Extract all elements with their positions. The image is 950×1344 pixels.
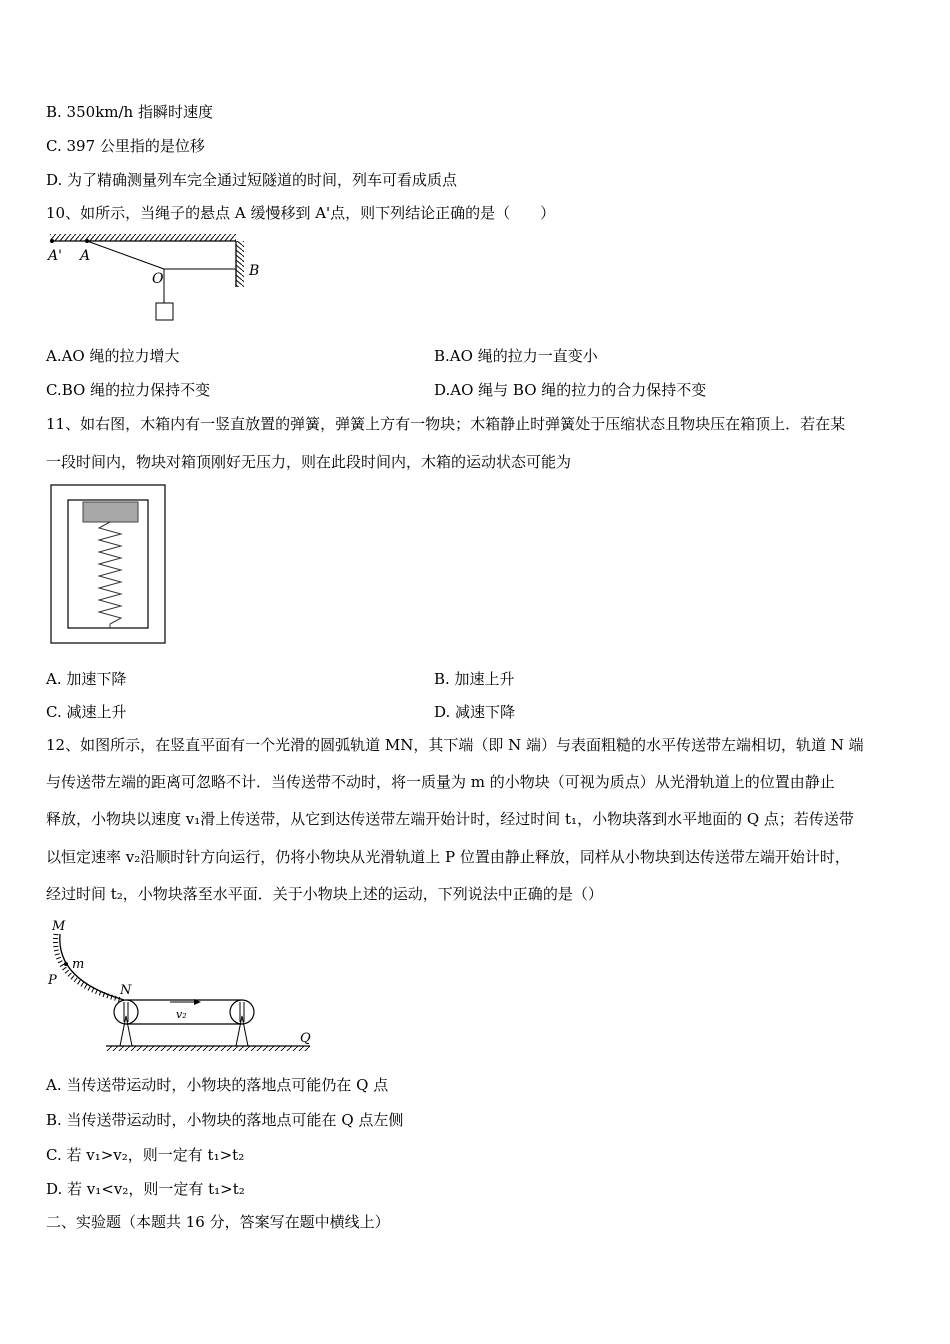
q9-option-c: C. 397 公里指的是位移 — [46, 137, 205, 155]
label-p: P — [48, 973, 57, 988]
q12-stem-line4: 以恒定速率 v₂沿顺时针方向运行，仍将小物块从光滑轨道上 P 位置由静止释放，同样从小物块到达传送带左端开始计时， — [46, 848, 850, 866]
point-a-prime — [50, 239, 54, 243]
arc-track — [60, 934, 124, 1000]
label-q: Q — [300, 1031, 311, 1046]
q12-stem-line5: 经过时间 t₂，小物块落至水平面．关于小物块上述的运动，下列说法中正确的是（） — [46, 885, 603, 903]
q12-stem-line3: 释放，小物块以速度 v₁滑上传送带，从它到达传送带左端开始计时，经过时间 t₁，小物块落到水平地面的 Q 点；若传送带 — [46, 810, 854, 828]
q10-option-a: A.AO 绳的拉力增大 — [46, 347, 180, 365]
label-m-lower: m — [72, 957, 85, 972]
q10-option-b: B.AO 绳的拉力一直变小 — [434, 347, 598, 365]
q11-option-d: D. 减速下降 — [434, 703, 516, 721]
arc-track-hatching — [56, 934, 122, 1000]
q12-option-a: A. 当传送带运动时，小物块的落地点可能仍在 Q 点 — [46, 1076, 389, 1094]
q12-option-d: D. 若 v₁<v₂，则一定有 t₁>t₂ — [46, 1180, 245, 1198]
q10-rope-figure — [44, 230, 274, 326]
label-a: A — [80, 248, 91, 264]
section2-heading: 二、实验题（本题共 16 分，答案写在题中横线上） — [46, 1213, 390, 1231]
label-v2: v₂ — [176, 1008, 187, 1021]
q9-option-b: B. 350km/h 指瞬时速度 — [46, 103, 213, 121]
q12-option-b: B. 当传送带运动时，小物块的落地点可能在 Q 点左侧 — [46, 1111, 404, 1129]
right-pulley — [230, 1000, 254, 1024]
left-pulley — [114, 1000, 138, 1024]
q10-option-c: C.BO 绳的拉力保持不变 — [46, 381, 211, 399]
q12-track-conveyor-figure — [44, 916, 334, 1056]
label-b: B — [249, 263, 260, 279]
ground-hatch — [106, 1046, 310, 1051]
hanging-weight — [156, 303, 173, 320]
label-a-prime: A' — [48, 248, 62, 264]
q11-stem-line2: 一段时间内，物块对箱顶刚好无压力，则在此段时间内，木箱的运动状态可能为 — [46, 453, 572, 471]
label-o: O — [152, 271, 164, 287]
label-m-upper: M — [52, 919, 66, 934]
q12-option-c: C. 若 v₁>v₂，则一定有 t₁>t₂ — [46, 1146, 245, 1164]
label-n: N — [120, 983, 132, 998]
q10-option-d: D.AO 绳与 BO 绳的拉力的合力保持不变 — [434, 381, 707, 399]
q9-option-d: D. 为了精确测量列车完全通过短隧道的时间，列车可看成质点 — [46, 171, 458, 189]
q11-option-a: A. 加速下降 — [46, 670, 127, 688]
ceiling-hatch — [50, 234, 236, 241]
wall-hatch — [236, 241, 244, 287]
q11-option-b: B. 加速上升 — [434, 670, 515, 688]
q12-stem-line2: 与传送带左端的距离可忽略不计．当传送带不动时，将一质量为 m 的小物块（可视为质点）从光滑轨道上的位置由静止 — [46, 773, 835, 791]
q11-box-spring-figure — [50, 484, 168, 646]
block-m — [64, 962, 68, 966]
q11-stem-line1: 11、如右图，木箱内有一竖直放置的弹簧，弹簧上方有一物块；木箱静止时弹簧处于压缩状态且物块压在箱顶上．若在某 — [46, 415, 846, 433]
block — [83, 502, 138, 522]
rope-ao — [87, 241, 164, 269]
q12-stem-line1: 12、如图所示，在竖直平面有一个光滑的圆弧轨道 MN，其下端（即 N 端）与表面粗糙的水平传送带左端相切，轨道 N 端 — [46, 736, 864, 754]
q11-option-c: C. 减速上升 — [46, 703, 127, 721]
q10-stem: 10、如所示，当绳子的悬点 A 缓慢移到 A'点，则下列结论正确的是（ ） — [46, 204, 556, 222]
